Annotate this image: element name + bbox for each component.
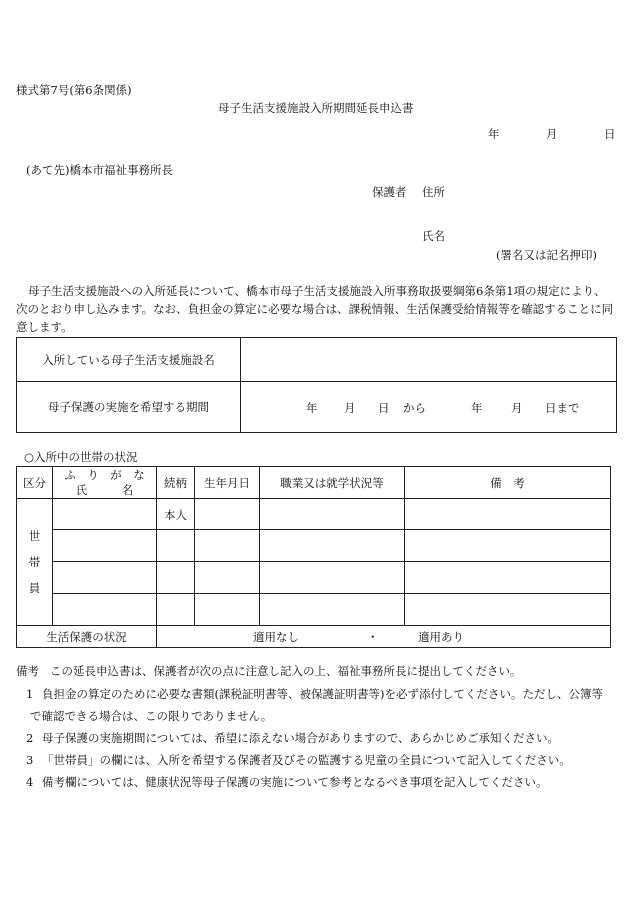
name-cell[interactable] — [53, 530, 157, 562]
note-number: 1 — [26, 687, 34, 701]
notes-intro: この延長申込書は、保護者が次の点に注意し記入の上、福祉事務所長に提出してください。 — [50, 664, 522, 678]
note-number: 2 — [26, 731, 34, 745]
header-remarks: 備 考 — [405, 467, 611, 499]
group-label-char: 帯 — [28, 555, 41, 569]
header-birthdate: 生年月日 — [195, 467, 260, 499]
birthdate-cell[interactable] — [195, 499, 260, 530]
birthdate-cell[interactable] — [195, 594, 260, 626]
relation-cell[interactable] — [157, 530, 195, 562]
household-table — [16, 466, 611, 648]
period-to-year: 年 — [471, 401, 483, 415]
period-field[interactable] — [241, 382, 617, 433]
name-cell[interactable] — [53, 594, 157, 626]
relation-cell[interactable] — [157, 562, 195, 594]
table-row — [17, 499, 611, 530]
date-month-label: 月 — [546, 127, 558, 141]
document-title: 母子生活支援施設入所期間延長申込書 — [218, 101, 414, 115]
facility-table — [16, 337, 617, 433]
header-occupation: 職業又は就学状況等 — [260, 467, 405, 499]
name-cell[interactable] — [53, 499, 157, 530]
table-row — [17, 530, 611, 562]
group-label-char: 員 — [28, 581, 41, 595]
header-name-label: 氏 名 — [75, 482, 134, 497]
table-row — [17, 594, 611, 626]
date-year-label: 年 — [488, 127, 500, 141]
address-label: 住所 — [422, 185, 445, 199]
period-from-year: 年 — [306, 401, 318, 415]
option-separator: ・ — [367, 630, 379, 644]
form-number: 様式第7号(第6条関係) — [16, 83, 132, 97]
header-furigana: ふ り が な — [64, 467, 145, 482]
occupation-cell[interactable] — [260, 530, 405, 562]
header-category: 区分 — [17, 467, 53, 499]
birthdate-cell[interactable] — [195, 530, 260, 562]
note-text: 負担金の算定のために必要な書類(課税証明書等、被保護証明書等)を必ず添付してください。ただし、公簿等 — [42, 687, 603, 701]
note-number: 4 — [26, 775, 34, 789]
occupation-cell[interactable] — [260, 594, 405, 626]
note-text-continued: で確認できる場合は、この限りでありません。 — [30, 709, 273, 723]
option-applied[interactable]: 適用あり — [418, 630, 464, 644]
group-label-char: 世 — [28, 529, 41, 543]
header-relation: 続柄 — [157, 467, 195, 499]
welfare-status-label: 生活保護の状況 — [17, 626, 157, 648]
period-to-month: 月 — [511, 401, 523, 415]
remarks-cell[interactable] — [405, 499, 611, 530]
period-from-month: 月 — [344, 401, 356, 415]
occupation-cell[interactable] — [260, 562, 405, 594]
period-label: 母子保護の実施を希望する期間 — [17, 382, 241, 433]
period-from-suffix: から — [403, 401, 426, 415]
remarks-cell[interactable] — [405, 530, 611, 562]
birthdate-cell[interactable] — [195, 562, 260, 594]
facility-name-label: 入所している母子生活支援施設名 — [17, 338, 241, 382]
name-cell[interactable] — [53, 562, 157, 594]
relation-cell: 本人 — [157, 499, 195, 530]
intro-paragraph: 母子生活支援施設への入所延長について、橋本市母子生活支援施設入所事務取扱要綱第6条第1項の規定により、次のとおり申し込みます。なお、負担金の算定に必要な場合は、課税情報、生活保護受給情報等を確認することに同意します。 — [16, 284, 614, 334]
note-number: 3 — [26, 753, 34, 767]
remarks-cell[interactable] — [405, 594, 611, 626]
date-day-label: 日 — [604, 127, 616, 141]
table-row — [17, 562, 611, 594]
facility-name-field[interactable] — [241, 338, 617, 382]
period-from-day: 日 — [378, 401, 390, 415]
note-text: 備考欄については、健康状況等母子保護の実施について参考となるべき事項を記入してください。 — [42, 775, 548, 789]
notes-head: 備考 — [16, 664, 39, 678]
household-members-label — [17, 499, 53, 626]
option-not-applied[interactable]: 適用なし — [253, 630, 299, 644]
remarks-cell[interactable] — [405, 562, 611, 594]
note-text: 「世帯員」の欄には、入所を希望する保護者及びその監護する児童の全員について記入してください。 — [42, 753, 571, 767]
occupation-cell[interactable] — [260, 499, 405, 530]
name-label: 氏名 — [422, 229, 445, 243]
header-name — [53, 467, 157, 499]
note-text: 母子保護の実施期間については、希望に添えない場合がありますので、あらかじめご承知ください。 — [42, 731, 560, 745]
seal-note: (署名又は記名押印) — [496, 248, 597, 262]
period-to-day: 日まで — [545, 401, 580, 415]
guardian-label: 保護者 — [372, 185, 407, 199]
household-section-title: ○入所中の世帯の状況 — [24, 450, 138, 464]
addressee: (あて先)橋本市福祉事務所長 — [26, 163, 173, 177]
welfare-status-options — [157, 626, 611, 648]
relation-cell[interactable] — [157, 594, 195, 626]
